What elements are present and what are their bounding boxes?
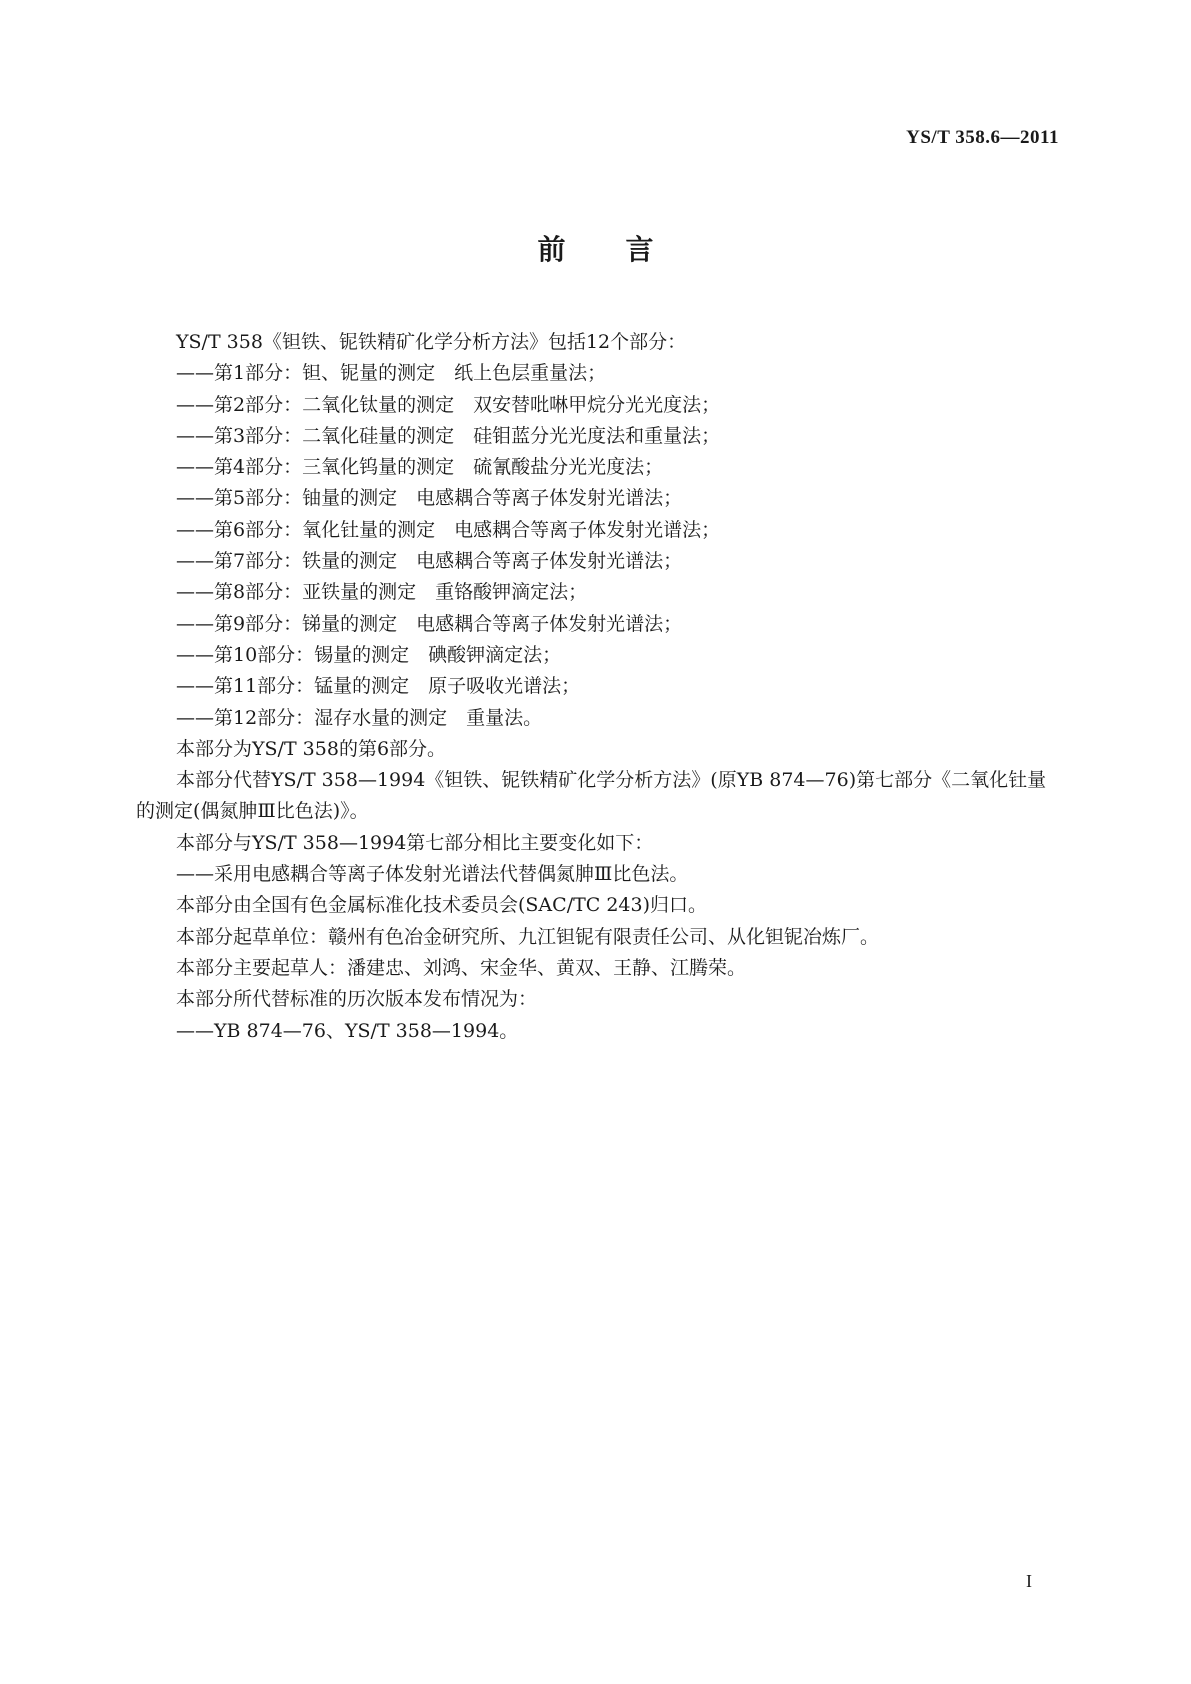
paragraph-history: 本部分所代替标准的历次版本发布情况为：	[176, 988, 538, 1011]
paragraph-changes: 本部分与YS/T 358—1994第七部分相比主要变化如下：	[176, 831, 654, 854]
list-item-part-3: ——第3部分：二氧化硅量的测定 硅钼蓝分光光度法和重量法；	[176, 424, 721, 447]
list-item-part-9: ——第9部分：锑量的测定 电感耦合等离子体发射光谱法；	[176, 612, 683, 635]
list-item-part-12: ——第12部分：湿存水量的测定 重量法。	[176, 706, 543, 729]
page-title: 前言	[537, 233, 714, 266]
paragraph-drafting-units: 本部分起草单位：赣州有色冶金研究所、九江钽铌有限责任公司、从化钽铌冶炼厂。	[176, 925, 880, 948]
list-item-part-7: ——第7部分：铁量的测定 电感耦合等离子体发射光谱法；	[176, 550, 683, 573]
list-item-part-2: ——第2部分：二氧化钛量的测定 双安替吡啉甲烷分光光度法；	[176, 393, 721, 416]
foreword-body	[136, 327, 1056, 1047]
list-item-change: ——采用电感耦合等离子体发射光谱法代替偶氮胂Ⅲ比色法。	[176, 863, 689, 886]
list-item-history: ——YB 874—76、YS/T 358—1994。	[176, 1019, 519, 1042]
paragraph-committee: 本部分由全国有色金属标准化技术委员会(SAC/TC 243)归口。	[176, 894, 708, 917]
paragraph-drafters: 本部分主要起草人：潘建忠、刘鸿、宋金华、黄双、王静、江腾荣。	[176, 956, 747, 979]
list-item-part-5: ——第5部分：铀量的测定 电感耦合等离子体发射光谱法；	[176, 487, 683, 510]
list-item-part-6: ——第6部分：氧化钍量的测定 电感耦合等离子体发射光谱法；	[176, 518, 721, 541]
paragraph-replaces: 本部分代替YS/T 358—1994《钽铁、铌铁精矿化学分析方法》(原YB 874—76)第七部分《二氧化钍量的测定(偶氮胂Ⅲ比色法)》。	[136, 769, 1047, 823]
list-item-part-10: ——第10部分：锡量的测定 碘酸钾滴定法；	[176, 643, 562, 666]
list-item-part-11: ——第11部分：锰量的测定 原子吸收光谱法；	[176, 675, 581, 698]
paragraph-intro: YS/T 358《钽铁、铌铁精矿化学分析方法》包括12个部分：	[176, 331, 687, 353]
list-item-part-4: ——第4部分：三氧化钨量的测定 硫氰酸盐分光光度法；	[176, 456, 664, 479]
paragraph-scope: 本部分为YS/T 358的第6部分。	[176, 737, 447, 760]
standard-number: YS/T 358.6—2011	[906, 127, 1059, 148]
list-item-part-8: ——第8部分：亚铁量的测定 重铬酸钾滴定法；	[176, 581, 588, 604]
list-item-part-1: ——第1部分：钽、铌量的测定 纸上色层重量法；	[176, 362, 607, 385]
page-number: I	[1026, 1571, 1032, 1591]
